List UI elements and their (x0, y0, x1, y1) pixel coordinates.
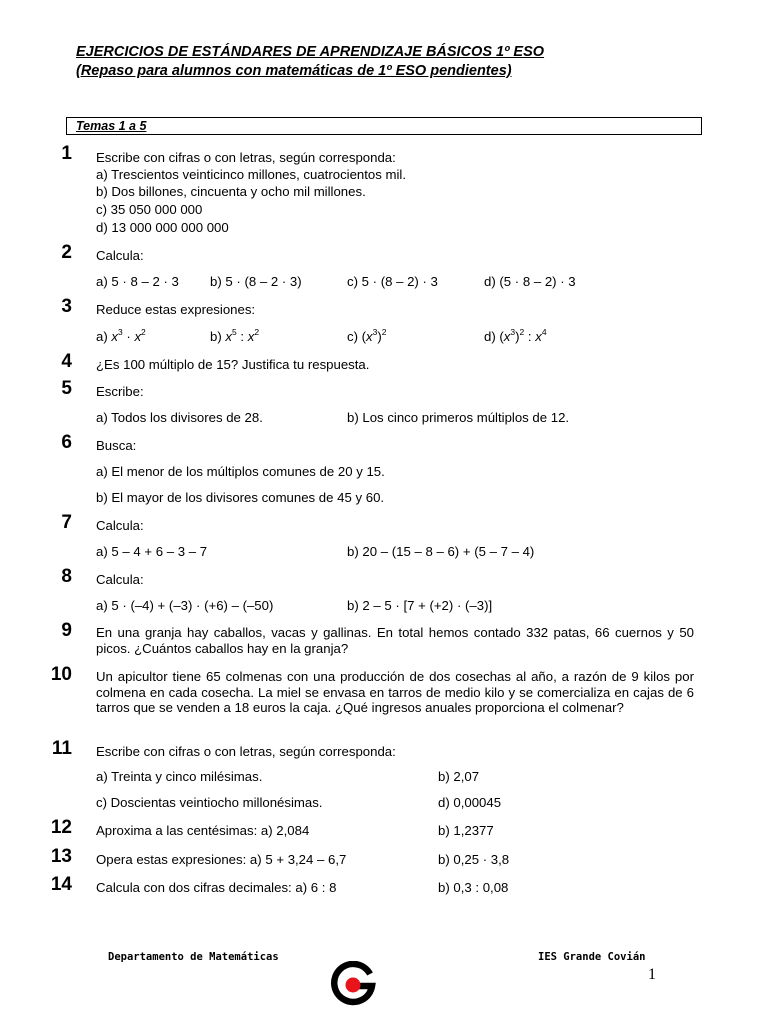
exercise-number: 12 (50, 817, 72, 838)
variable: x (225, 329, 232, 344)
exercise-prompt: Escribe con cifras o con letras, según corresponda: (96, 150, 396, 165)
exercise-item: b) Dos billones, cincuenta y ocho mil millones. (96, 184, 366, 199)
school-logo-g-icon (330, 961, 376, 1007)
exponent: 2 (519, 326, 525, 337)
exercise-item: b) Los cinco primeros múltiplos de 12. (347, 410, 570, 425)
exercise-prompt: Calcula: (96, 248, 144, 263)
footer-department: Departamento de Matemáticas (108, 951, 279, 963)
exponent: 5 (231, 326, 237, 337)
exponent: 2 (254, 326, 260, 337)
exercise-prompt: Calcula: (96, 572, 144, 587)
exercise-prompt: Reduce estas expresiones: (96, 302, 256, 317)
exponent: 3 (510, 326, 516, 337)
exercise-number: 6 (61, 432, 72, 453)
exercise-item: b) El mayor de los divisores comunes de 45 y 60. (96, 490, 385, 505)
exercise-item: c) 35 050 000 000 (96, 202, 203, 217)
document-title: EJERCICIOS DE ESTÁNDARES DE APRENDIZAJE BÁSICOS 1º ESO (76, 44, 545, 60)
exponent: 2 (141, 326, 146, 337)
logo-dot (346, 978, 361, 993)
exercise-item: a) Todos los divisores de 28. (96, 410, 263, 425)
exponent: 3 (372, 326, 378, 337)
page-number: 1 (648, 966, 656, 983)
text: : (524, 329, 536, 344)
exercise-item: b) 1,2377 (438, 823, 494, 838)
exercise-item: Aproxima a las centésimas: a) 2,084 (96, 823, 310, 838)
exercise-item: Opera estas expresiones: a) 5 + 3,24 – 6,7 (96, 852, 347, 867)
exercise-item (347, 328, 387, 345)
document-subtitle: (Repaso para alumnos con matemáticas de 1º ESO pendientes) (76, 63, 512, 79)
exercise-number: 1 (61, 143, 72, 164)
exercise-number: 14 (50, 874, 72, 895)
exercise-item: c) 5 · (8 – 2) · 3 (347, 274, 438, 289)
footer-school: IES Grande Covián (538, 951, 646, 963)
exercise-number: 3 (61, 296, 72, 317)
exercise-item: b) 2 – 5 · [7 + (+2) · (–3)] (347, 598, 493, 613)
exercise-item: b) 2,07 (438, 769, 480, 784)
exercise-item: Calcula con dos cifras decimales: a) 6 : 8 (96, 880, 337, 895)
exercise-prompt: ¿Es 100 múltiplo de 15? Justifica tu respuesta. (96, 357, 370, 372)
exercise-item: a) El menor de los múltiplos comunes de 20 y 15. (96, 464, 385, 479)
exercise-prompt: Escribe: (96, 384, 144, 399)
exercise-item: d) (5 · 8 – 2) · 3 (484, 274, 576, 289)
exercise-item: c) Doscientas veintiocho millonésimas. (96, 795, 323, 810)
variable: x (503, 329, 511, 344)
topic-box (66, 117, 702, 135)
exercise-prompt: Escribe con cifras o con letras, según corresponda: (96, 744, 396, 759)
text: ) (515, 329, 520, 344)
exercise-number: 4 (61, 351, 72, 372)
exercise-item: a) Treinta y cinco milésimas. (96, 769, 263, 784)
exercise-item (96, 328, 146, 345)
exponent: 3 (117, 326, 123, 337)
exercise-item: b) 20 – (15 – 8 – 6) + (5 – 7 – 4) (347, 544, 535, 559)
exercise-item: a) Trescientos veinticinco millones, cuatrocientos mil. (96, 167, 407, 182)
variable: x (366, 329, 373, 344)
text: d) ( (484, 329, 504, 344)
exponent: 2 (381, 326, 387, 337)
exercise-problem: Un apicultor tiene 65 colmenas con una producción de dos cosechas al año, a razón de 9 kilos por colmena en cada cosecha. La miel se envasa en tarros de medio kilo y se comercializa en cajas de 6 tarros que se venden a 18 euros la caja. ¿Qué ingresos anuales proporciona el colmenar? (96, 669, 694, 715)
exercise-problem: En una granja hay caballos, vacas y gallinas. En total hemos contado 332 patas, 66 cuernos y 50 picos. ¿Cuántos caballos hay en la granja? (96, 625, 694, 656)
variable: x (247, 329, 255, 344)
exercise-item: b) 5 · (8 – 2 · 3) (210, 274, 302, 289)
variable: x (134, 329, 142, 344)
exercise-item: b) 0,3 : 0,08 (438, 880, 509, 895)
exercise-item (484, 328, 547, 345)
text: a) (96, 329, 112, 344)
exercise-item: d) 0,00045 (438, 795, 502, 810)
text: b) (210, 329, 226, 344)
exercise-number: 8 (61, 566, 72, 587)
exercise-item: a) 5 · (–4) + (–3) · (+6) – (–50) (96, 598, 274, 613)
exercise-number: 10 (50, 664, 72, 685)
variable: x (535, 329, 542, 344)
exercise-number: 5 (61, 378, 72, 399)
text: ) (377, 329, 382, 344)
exercise-number: 2 (61, 242, 72, 263)
text: : (236, 329, 248, 344)
exercise-item: a) 5 · 8 – 2 · 3 (96, 274, 179, 289)
exercise-item: a) 5 – 4 + 6 – 3 – 7 (96, 544, 208, 559)
exercise-number: 11 (51, 738, 72, 759)
exercise-item: b) 0,25 · 3,8 (438, 852, 510, 867)
exercise-item (210, 328, 259, 345)
exercise-prompt: Busca: (96, 438, 137, 453)
exercise-number: 7 (61, 512, 72, 533)
exponent: 4 (541, 326, 547, 337)
variable: x (111, 329, 118, 344)
exercise-prompt: Calcula: (96, 518, 144, 533)
text: c) ( (347, 329, 367, 344)
exercise-number: 13 (50, 846, 72, 867)
topic-label: Temas 1 a 5 (76, 119, 147, 133)
exercise-item: d) 13 000 000 000 000 (96, 220, 229, 235)
exercise-number: 9 (61, 620, 72, 641)
text: · (122, 329, 135, 344)
